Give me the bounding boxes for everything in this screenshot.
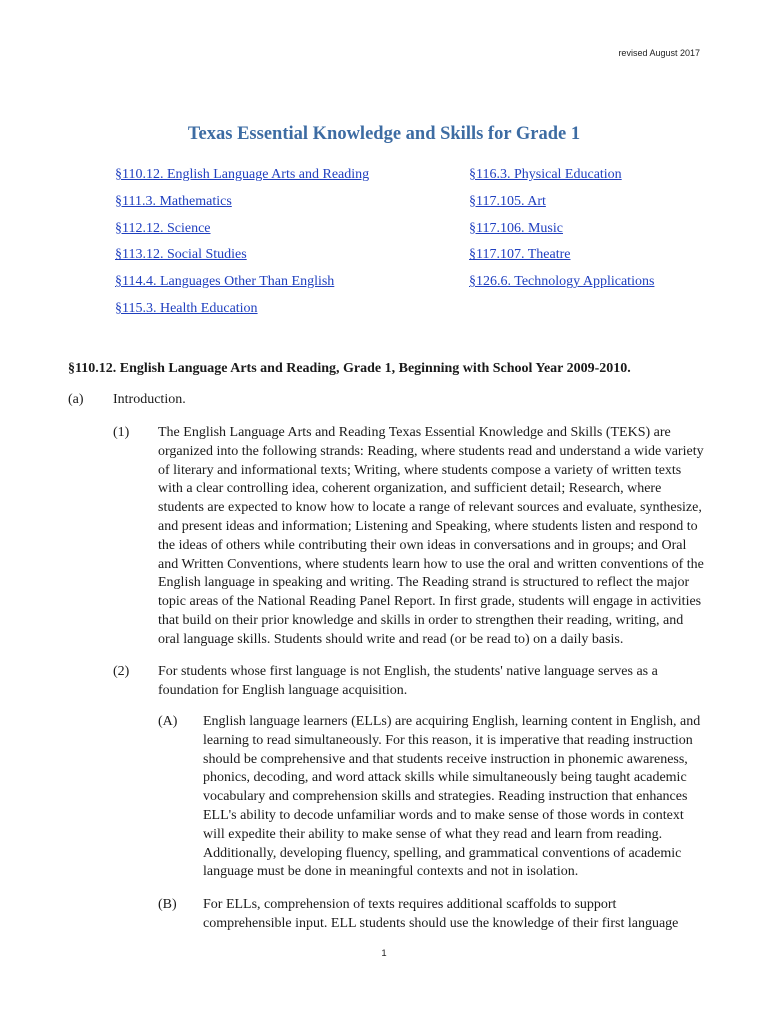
text-line: comprehensible input. ELL students should use the knowledge of their first language: [203, 915, 679, 931]
toc-link-ela[interactable]: §110.12. English Language Arts and Reading: [115, 167, 370, 182]
section-heading: §110.12. English Language Arts and Reading, Grade 1, Beginning with School Year 2009-2010.: [68, 361, 631, 376]
text-line: and present ideas and information; Listening and Speaking, where students listen and respond to: [158, 518, 698, 534]
paragraph-2: [158, 663, 728, 701]
text-line: that build on their prior knowledge and skills in order to strengthen their reading, writing, and: [158, 612, 684, 628]
toc-link-math[interactable]: §111.3. Mathematics: [115, 193, 232, 209]
text-line: and Written Conventions, where students learn how to use the oral and written conventions of the: [158, 556, 704, 572]
text-line: language must be done in meaningful contexts and not in isolation.: [203, 864, 579, 880]
text-line: English language learners (ELLs) are acquiring English, learning content in English, and: [203, 714, 701, 729]
paragraph-1: [158, 424, 728, 650]
toc-item: [115, 300, 369, 327]
toc-link-science[interactable]: §112.12. Science: [115, 220, 211, 236]
text-line: English language in speaking and writing. The Reading strand is structured to reflect the major: [158, 575, 690, 591]
toc-item: [469, 166, 654, 193]
page-title: Texas Essential Knowledge and Skills for Grade 1: [187, 124, 581, 144]
toc-item: [469, 246, 654, 273]
introduction-label: Introduction.: [113, 392, 186, 407]
toc-link-health[interactable]: §115.3. Health Education: [115, 300, 258, 316]
toc-item: [469, 193, 654, 220]
toc-left-column: [115, 166, 369, 327]
toc-link-languages[interactable]: §114.4. Languages Other Than English: [115, 274, 335, 290]
text-line: ELL's ability to decode unfamiliar words and to make sense of those words in context: [203, 807, 684, 823]
text-line: foundation for English language acquisition.: [158, 682, 408, 698]
paragraph-B: [203, 896, 728, 934]
toc-link-technology[interactable]: §126.6. Technology Applications: [469, 274, 655, 290]
paragraph-marker-1: (1): [113, 425, 130, 440]
toc-link-theatre[interactable]: §117.107. Theatre: [469, 247, 571, 263]
text-line: will expedite their ability to make sense of what they read and learn from reading.: [203, 826, 663, 842]
paragraph-marker-B: (B): [158, 897, 177, 912]
text-line: oral language skills. Students should write and read (or be read to) on a daily basis.: [158, 631, 624, 647]
text-line: the ideas of others while contributing their own ideas in conversations and in groups; and Oral: [158, 537, 687, 553]
paragraph-marker-a: (a): [68, 392, 84, 407]
toc-item: [115, 246, 369, 273]
text-line: with a clear controlling idea, coherent organization, and sufficient detail; Research, where: [158, 481, 662, 497]
text-line: topic areas of the National Reading Panel Report. In first grade, students will engage in activities: [158, 594, 702, 610]
toc-item: [115, 273, 369, 300]
paragraph-marker-2: (2): [113, 664, 130, 679]
revised-date: revised August 2017: [618, 48, 700, 58]
paragraph-A: [203, 713, 728, 882]
text-line: organized into the following strands: Reading, where students read and understand a wide variety: [158, 443, 704, 459]
text-line: The English Language Arts and Reading Texas Essential Knowledge and Skills (TEKS) are: [158, 425, 671, 440]
text-line: of literary and informational texts; Writing, where students compose a variety of written texts: [158, 462, 682, 478]
paragraph-marker-A: (A): [158, 714, 178, 729]
text-line: For students whose first language is not English, the students' native language serves as a: [158, 664, 658, 679]
text-line: vocabulary and comprehension skills and strategies. Reading instruction that enhances: [203, 789, 688, 805]
toc-item: [115, 166, 369, 193]
text-line: learning to read simultaneously. For this reason, it is imperative that reading instruction: [203, 732, 693, 748]
toc-item: [469, 273, 654, 300]
toc-link-social-studies[interactable]: §113.12. Social Studies: [115, 247, 247, 263]
toc-item: [115, 193, 369, 220]
text-line: For ELLs, comprehension of texts requires additional scaffolds to support: [203, 897, 617, 912]
toc-link-art[interactable]: §117.105. Art: [469, 193, 546, 209]
text-line: students are expected to know how to locate a range of relevant sources and evaluate, synthesize,: [158, 500, 702, 516]
text-line: should be comprehensive and that students receive instruction in phonemic awareness,: [203, 751, 688, 767]
page-number: 1: [381, 948, 387, 959]
toc-item: [115, 220, 369, 247]
toc-right-column: [469, 166, 654, 300]
toc-link-music[interactable]: §117.106. Music: [469, 220, 563, 236]
toc-link-physical-education[interactable]: §116.3. Physical Education: [469, 167, 622, 182]
toc-item: [469, 220, 654, 247]
text-line: phonics, decoding, and word attack skills while simultaneously being taught academic: [203, 770, 687, 786]
text-line: Additionally, developing fluency, spelling, and grammatical conventions of academic: [203, 845, 682, 861]
